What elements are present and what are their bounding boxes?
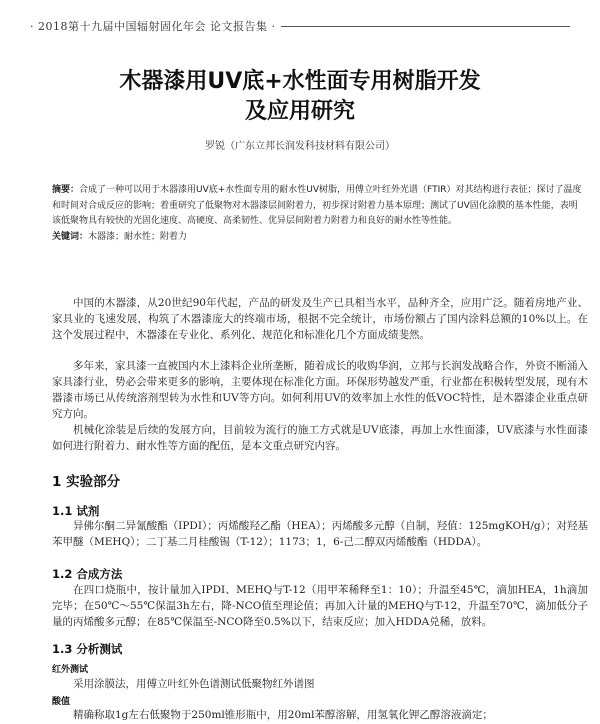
- section-heading-experimental: 1 实验部分: [52, 474, 121, 490]
- intro-paragraph-1: 中国的木器漆，从20世纪90年代起，产品的研发及生产已具相当水平，品种齐全，应用广泛。随着房地产业、家具业的飞速发展，构筑了木器漆庞大的终端市场，根据不完全统计，市场份额占了国内涂料总额的10%以上。在这个发展过程中，木器漆在专业化、系列化、规范化和标准化几个方面成绩斐然。: [52, 297, 588, 341]
- subsection-heading-reagents: 1.1 试剂: [52, 504, 100, 518]
- header-rule: [281, 26, 570, 27]
- keywords-text: 木器漆；耐水性；附着力: [88, 232, 188, 242]
- keywords-block: [52, 229, 582, 242]
- subheading-ir-test: 红外测试: [52, 665, 89, 675]
- subheading-acid-value: 酸值: [52, 697, 71, 707]
- intro-paragraph-2: 多年来，家具漆一直被国内木上漆料企业所垄断，随着成长的收购华润，立邦与长润发战略合作，外资不断涌入家具漆行业，势必会带来更多的影响，主要体现在标准化方面。环保形势越发严重，行业都在积极转型发展，现有木器漆市场已从传统溶剂型转为水性和UV等方向。如何利用UV的效率加上水性的低VOC特性，是木器漆企业重点研究方向。: [52, 360, 588, 420]
- running-header-text: · 2018第十九届中国辐射固化年会 论文报告集 ·: [30, 20, 276, 33]
- ir-test-paragraph: 采用涂膜法，用傅立叶红外色谱测试低聚物红外谱图: [73, 678, 315, 690]
- subsection-heading-synthesis: 1.2 合成方法: [52, 567, 123, 581]
- paper-title-line1: 木器漆用UV底+水性面专用树脂开发: [119, 69, 481, 94]
- reagents-paragraph: 异佛尔酮二异氰酸酯（IPDI）；丙烯酸羟乙酯（HEA）；丙烯酸多元醇（自制，羟值：125mgKOH/g）；对羟基苯甲醚（MEHQ）；二丁基二月桂酸锡（T-12）；1173；1，6-己二醇双丙烯酸酯（HDDA）。: [52, 520, 588, 548]
- intro-paragraph-3: 机械化涂装是后续的发展方向，目前较为流行的施工方式就是UV底漆，再加上水性面漆，UV底漆与水性面漆如何进行附着力、耐水性等方面的配伍，是本文重点研究内容。: [52, 424, 588, 452]
- abstract-label: 摘要：: [52, 185, 80, 195]
- author-affiliation: 罗锐（广东立邦长润发科技材料有限公司）: [205, 141, 395, 152]
- keywords-label: 关键词：: [52, 232, 89, 242]
- synthesis-paragraph: 在四口烧瓶中，按计量加入IPDI、MEHQ与T-12（用甲苯稀释至1：10）；升温至45℃，滴加HEA，1h滴加完毕；在50℃～55℃保温3h左右，降-NCO值至理论值；再加入计量的MEHQ与T-12，升温至70℃，滴加低分子量的丙烯酸多元醇；在85℃保温至-NCO降至0.5%以下，结束反应；加入HDDA兑稀，放料。: [52, 584, 588, 628]
- abstract-text: 合成了一种可以用于木器漆用UV底+水性面专用的耐水性UV树脂，用傅立叶红外光谱（FTIR）对其结构进行表征；探讨了温度和时间对合成反应的影响；着重研究了低聚物对木器漆层间附着力，初步探讨附着力基本原理；测试了UV固化涂膜的基本性能，表明该低聚物具有较快的光固化速度、高硬度、高柔韧性、优异层间附着力附着力和良好的耐水性等性能。: [52, 185, 582, 226]
- subsection-heading-analysis: 1.3 分析测试: [52, 642, 123, 656]
- paper-title-line2: 及应用研究: [244, 99, 355, 124]
- abstract-block: [52, 183, 582, 230]
- acid-value-paragraph: 精确称取1g左右低聚物于250ml锥形瓶中，用20ml苯醇溶解，用氢氧化钾乙醇溶液滴定；: [73, 709, 493, 721]
- running-header: [30, 18, 570, 34]
